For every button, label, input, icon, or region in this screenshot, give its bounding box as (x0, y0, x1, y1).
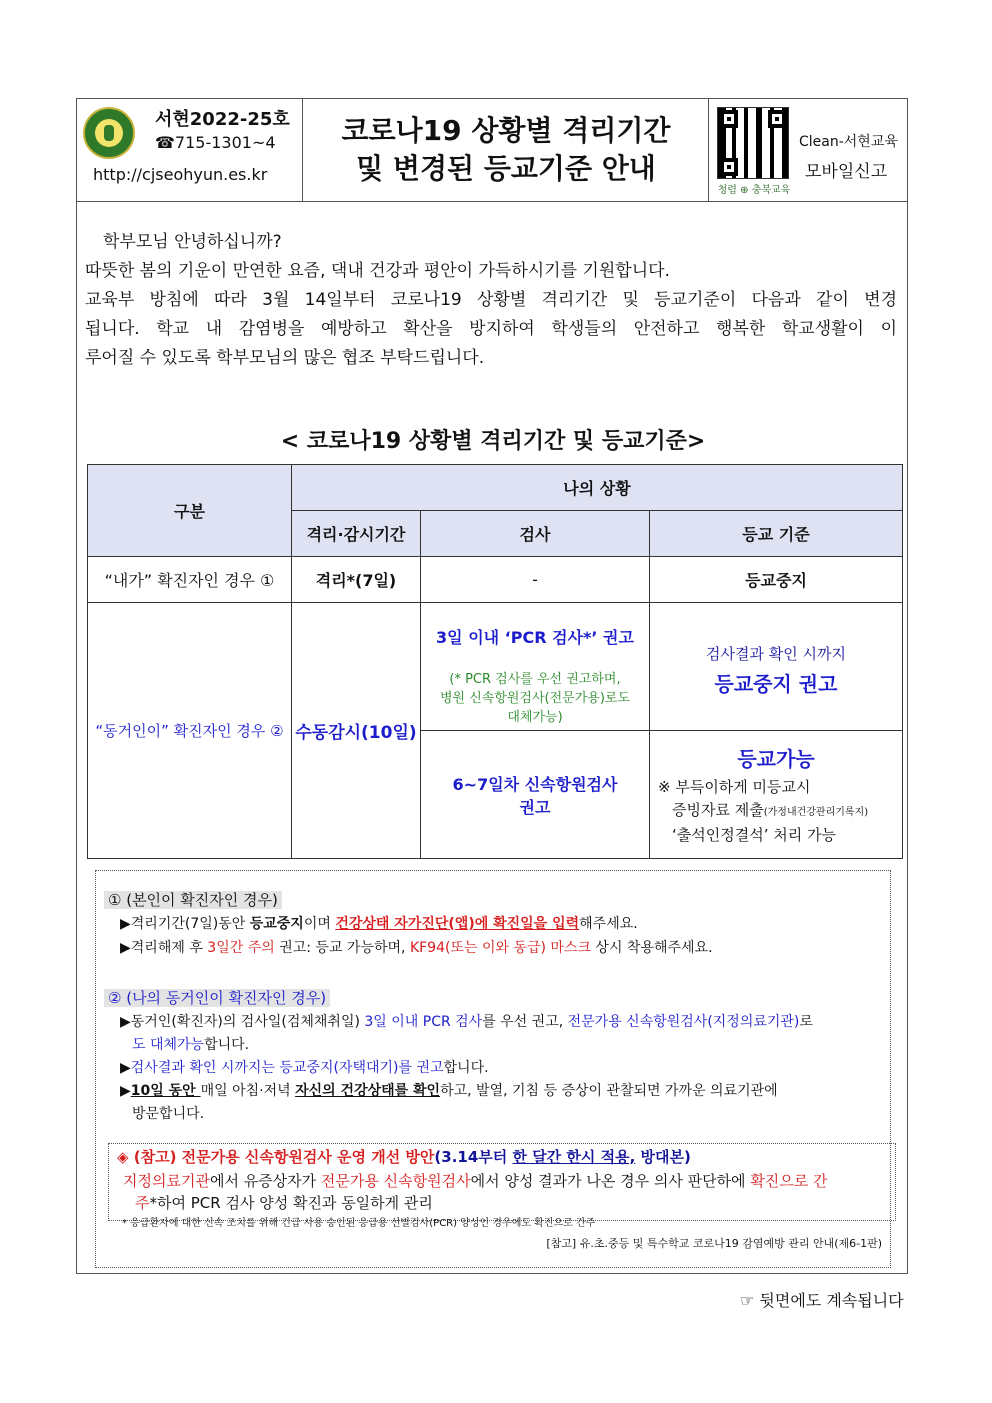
row2-school2-cell (650, 731, 903, 859)
row2-test2-cell (421, 731, 650, 859)
row2-label: “동거인이” 확진자인 경우 ② (88, 603, 292, 859)
phone-number: ☎715-1301~4 (155, 133, 276, 152)
row2-school2-main: 등교가능 (737, 746, 815, 771)
note-item: ▶검사결과 확인 시까지는 등교중지(자택대기)를 권고합니다. (120, 1060, 489, 1076)
header-test: 검사 (421, 511, 650, 557)
greeting: 학부모님 안녕하십니까? (103, 232, 282, 252)
row2-school1-a: 검사결과 확인 시까지 (706, 644, 846, 663)
row2-school2-note-small: (가정내건강관리기록지) (763, 806, 869, 818)
note-heading-2: ② (나의 동거인이 확진자인 경우) (104, 987, 330, 1009)
school-url[interactable]: http://cjseohyun.es.kr (93, 165, 268, 184)
row2-test2-line2: 권고 (519, 797, 551, 817)
row1-test: - (421, 557, 650, 603)
row1-school: 등교중지 (650, 557, 903, 603)
document-header (76, 98, 908, 202)
section-title: < 코로나19 상황별 격리기간 및 등교기준> (280, 429, 706, 454)
notes-box (95, 870, 891, 1268)
school-info-box (77, 99, 303, 201)
document-number: 서현2022-25호 (155, 109, 290, 130)
intro-line: 루어질 수 있도록 학부모님의 많은 협조 부탁드립니다. (85, 348, 485, 368)
row2-school2-note: ‘출석인정결석’ 처리 가능 (672, 825, 836, 844)
row2-quarantine: 수동감시(10일) (292, 603, 421, 859)
header-my-situation: 나의 상황 (292, 465, 903, 511)
row2-test2-line1: 6~7일차 신속항원검사 (452, 774, 618, 794)
qr-code-icon[interactable] (717, 107, 789, 179)
quarantine-table (87, 464, 903, 859)
row1-label: “내가” 확진자인 경우 ① (88, 557, 292, 603)
reference-text: 주*하여 PCR 검사 양성 확진과 동일하게 관리 (135, 1194, 433, 1212)
row2-test1-cell (421, 603, 650, 731)
note-item: ▶10일 동안 매일 아침·저녁 자신의 건강상태를 확인하고, 발열, 기침 등 증상이 관찰되면 가까운 의료기관에 (120, 1083, 778, 1099)
row2-school1-b: 등교중지 권고 (714, 671, 838, 696)
report-box (709, 99, 907, 201)
note-heading-1: ① (본인이 확진자인 경우) (104, 889, 282, 911)
row2-test1-note: 병원 신속항원검사(전문가용)로도 (439, 691, 631, 706)
row2-school2-note: 증빙자료 제출 (672, 800, 764, 819)
reference-title: ◈ (참고) 전문가용 신속항원검사 운영 개선 방안(3.14부터 한 달간 한시 적용, 방대본) (117, 1148, 691, 1166)
title-box (303, 99, 709, 201)
note-item: 도 대체가능합니다. (132, 1037, 250, 1053)
note-item: ▶격리해제 후 3일간 주의 권고: 등교 가능하며, KF94(또는 이와 동급) 마스크 상시 착용해주세요. (120, 940, 713, 956)
mobile-report-label: 모바일신고 (805, 162, 888, 182)
row2-test1-main: 3일 이내 ‘PCR 검사*’ 권고 (436, 628, 634, 647)
header-school: 등교 기준 (650, 511, 903, 557)
school-logo (83, 107, 135, 159)
intro-line: 따뜻한 봄의 기운이 만연한 요즘, 댁내 건강과 평안이 가득하시기를 기원합니다. (85, 261, 670, 281)
reference-box (108, 1143, 896, 1221)
header-quarantine: 격리·감시기간 (292, 511, 421, 557)
intro-line: 됩니다. 학교 내 감염병을 예방하고 확산을 방지하여 학생들의 안전하고 행복한 학교생활이 이 (85, 319, 897, 339)
qr-caption: 청렴 ⊕ 충북교육 (717, 185, 791, 196)
reference-text: 지정의료기관에서 유증상자가 전문가용 신속항원검사에서 양성 결과가 나온 경우 의사 판단하에 확진으로 간 (123, 1172, 828, 1190)
note-item: ▶격리기간(7일)동안 등교중지이며 건강상태 자가진단(앱)에 확진일을 입력해주세요. (120, 916, 638, 932)
continued-notice: ☞ 뒷면에도 계속됩니다 (740, 1291, 904, 1310)
row2-school2-note: ※ 부득이하게 미등교시 (658, 777, 811, 796)
row2-school1-cell (650, 603, 903, 731)
intro-line: 교육부 방침에 따라 3월 14일부터 코로나19 상황별 격리기간 및 등교기준이 다음과 같이 변경 (85, 290, 897, 310)
source-citation: [참고] 유.초.중등 및 특수학교 코로나19 감염예방 관리 안내(제6-1판) (546, 1237, 882, 1250)
clean-label: Clean-서현교육 (799, 134, 898, 150)
row2-test1-note: (* PCR 검사를 우선 권고하며, (449, 672, 621, 687)
note-item: 방문합니다. (132, 1106, 205, 1122)
document-title-line2: 및 변경된 등교기준 안내 (356, 152, 656, 185)
document-body (76, 202, 908, 1274)
note-item: ▶동거인(확진자)의 검사일(검체채취일) 3일 이내 PCR 검사를 우선 권고, 전문가용 신속항원검사(지정의료기관)로 (120, 1014, 813, 1030)
document-title-line1: 코로나19 상황별 격리기간 (341, 114, 671, 147)
row2-test1-note: 대체가능) (507, 710, 563, 725)
header-category: 구분 (88, 465, 292, 557)
row1-quarantine: 격리*(7일) (292, 557, 421, 603)
reference-footnote: * 응급환자에 대한 신속 조치를 위해 긴급 사용 승인된 응급용 선별검사(PCR) 양성인 경우에도 확진으로 간주 (122, 1218, 596, 1229)
